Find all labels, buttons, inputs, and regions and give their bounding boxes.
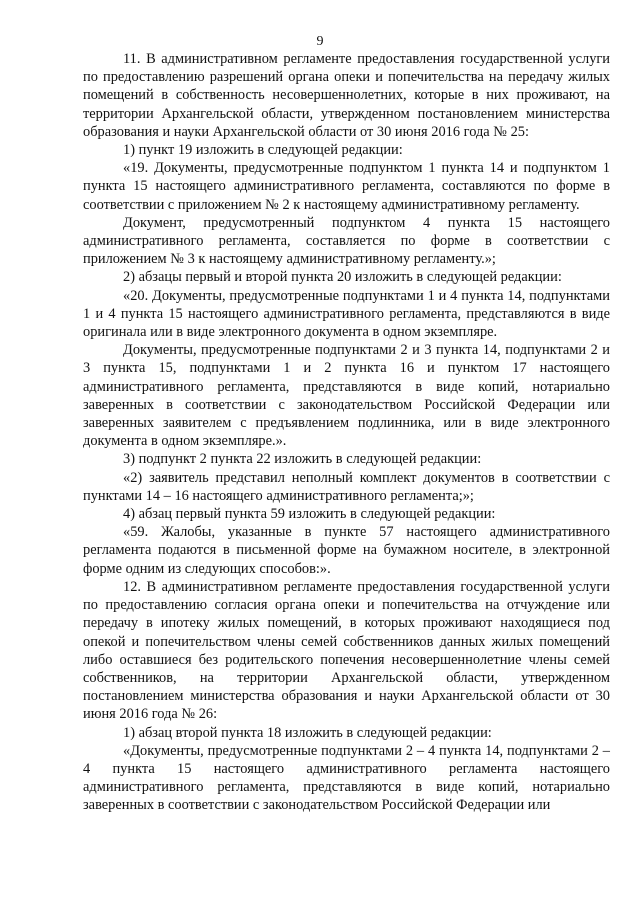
paragraph-quote-22: «2) заявитель представил неполный комплект документов в соответствии с пунктами 14 – 16 настоящего административного регламента;»;	[83, 469, 610, 504]
paragraph-subitem-4: 4) абзац первый пункта 59 изложить в следующей редакции:	[123, 506, 496, 523]
paragraph-item-12: 12. В административном регламенте предоставления государственной услуги по предоставлению согласия органа опеки и попечительства на отчуждение или передачу в ипотеку жилых помещений, в которых проживают находящиеся под опекой и попечительством члены семей собственников данных жилых помещений либо оставшиеся без родительского попечения несовершеннолетние члены семей собственников, на территории Архангельской области, утвержденном постановлением министерства образования и науки Архангельской области от 30 июня 2016 года № 26:	[83, 578, 610, 723]
paragraph-quote-20: «20. Документы, предусмотренные подпунктами 1 и 4 пункта 14, подпунктами 1 и 4 пункта 15 настоящего административного регламента, представляются в виде оригинала или в виде электронного документа в одном экземпляре.	[83, 287, 610, 341]
paragraph-quote-19-continued: Документ, предусмотренный подпунктом 4 пункта 15 настоящего административного регламента, составляется по форме в соответствии с приложением № 3 к настоящему административному регламенту.»;	[83, 214, 610, 268]
paragraph-quote-18: «Документы, предусмотренные подпунктами 2 – 4 пункта 14, подпунктами 2 – 4 пункта 15 настоящего административного регламента настоящего административного регламента, представляются в виде копий, нотариально заверенных в соответствии с законодательством Российской Федерации или	[83, 742, 610, 814]
paragraph-quote-19: «19. Документы, предусмотренные подпунктом 1 пункта 14 и подпунктом 1 пункта 15 настоящего административного регламента, составляются по форме в соответствии с приложением № 2 к настоящему административному регламенту.	[83, 160, 610, 213]
paragraph-item-11: 11. В административном регламенте предоставления государственной услуги по предоставлению разрешений органа опеки и попечительства на передачу жилых помещений в собственность несовершеннолетних, которые в них проживают, на территории Архангельской области, утвержденном постановлением министерства образования и науки Архангельской области от 30 июня 2016 года № 25:	[83, 51, 610, 140]
page-number: 9	[316, 34, 324, 49]
paragraph-subitem-1-item-12: 1) абзац второй пункта 18 изложить в следующей редакции:	[123, 724, 492, 741]
paragraph-subitem-2: 2) абзацы первый и второй пункта 20 изложить в следующей редакции:	[123, 269, 562, 286]
paragraph-subitem-1: 1) пункт 19 изложить в следующей редакции:	[123, 142, 403, 159]
paragraph-quote-59: «59. Жалобы, указанные в пункте 57 настоящего административного регламента подаются в письменной форме на бумажном носителе, в электронной форме одним из следующих способов:».	[83, 524, 610, 577]
paragraph-quote-20-continued: Документы, предусмотренные подпунктами 2 и 3 пункта 14, подпунктами 2 и 3 пункта 15, подпунктами 1 и 2 пункта 16 и пунктом 17 настоящего административного регламента, представляются в виде копий, нотариально заверенных в соответствии с законодательством Российской Федерации или заверенных заявителем с предъявлением подлинника, или в виде электронного документа в одном экземпляре.».	[83, 342, 610, 450]
document-body	[83, 50, 610, 815]
paragraph-subitem-3: 3) подпункт 2 пункта 22 изложить в следующей редакции:	[123, 451, 482, 468]
